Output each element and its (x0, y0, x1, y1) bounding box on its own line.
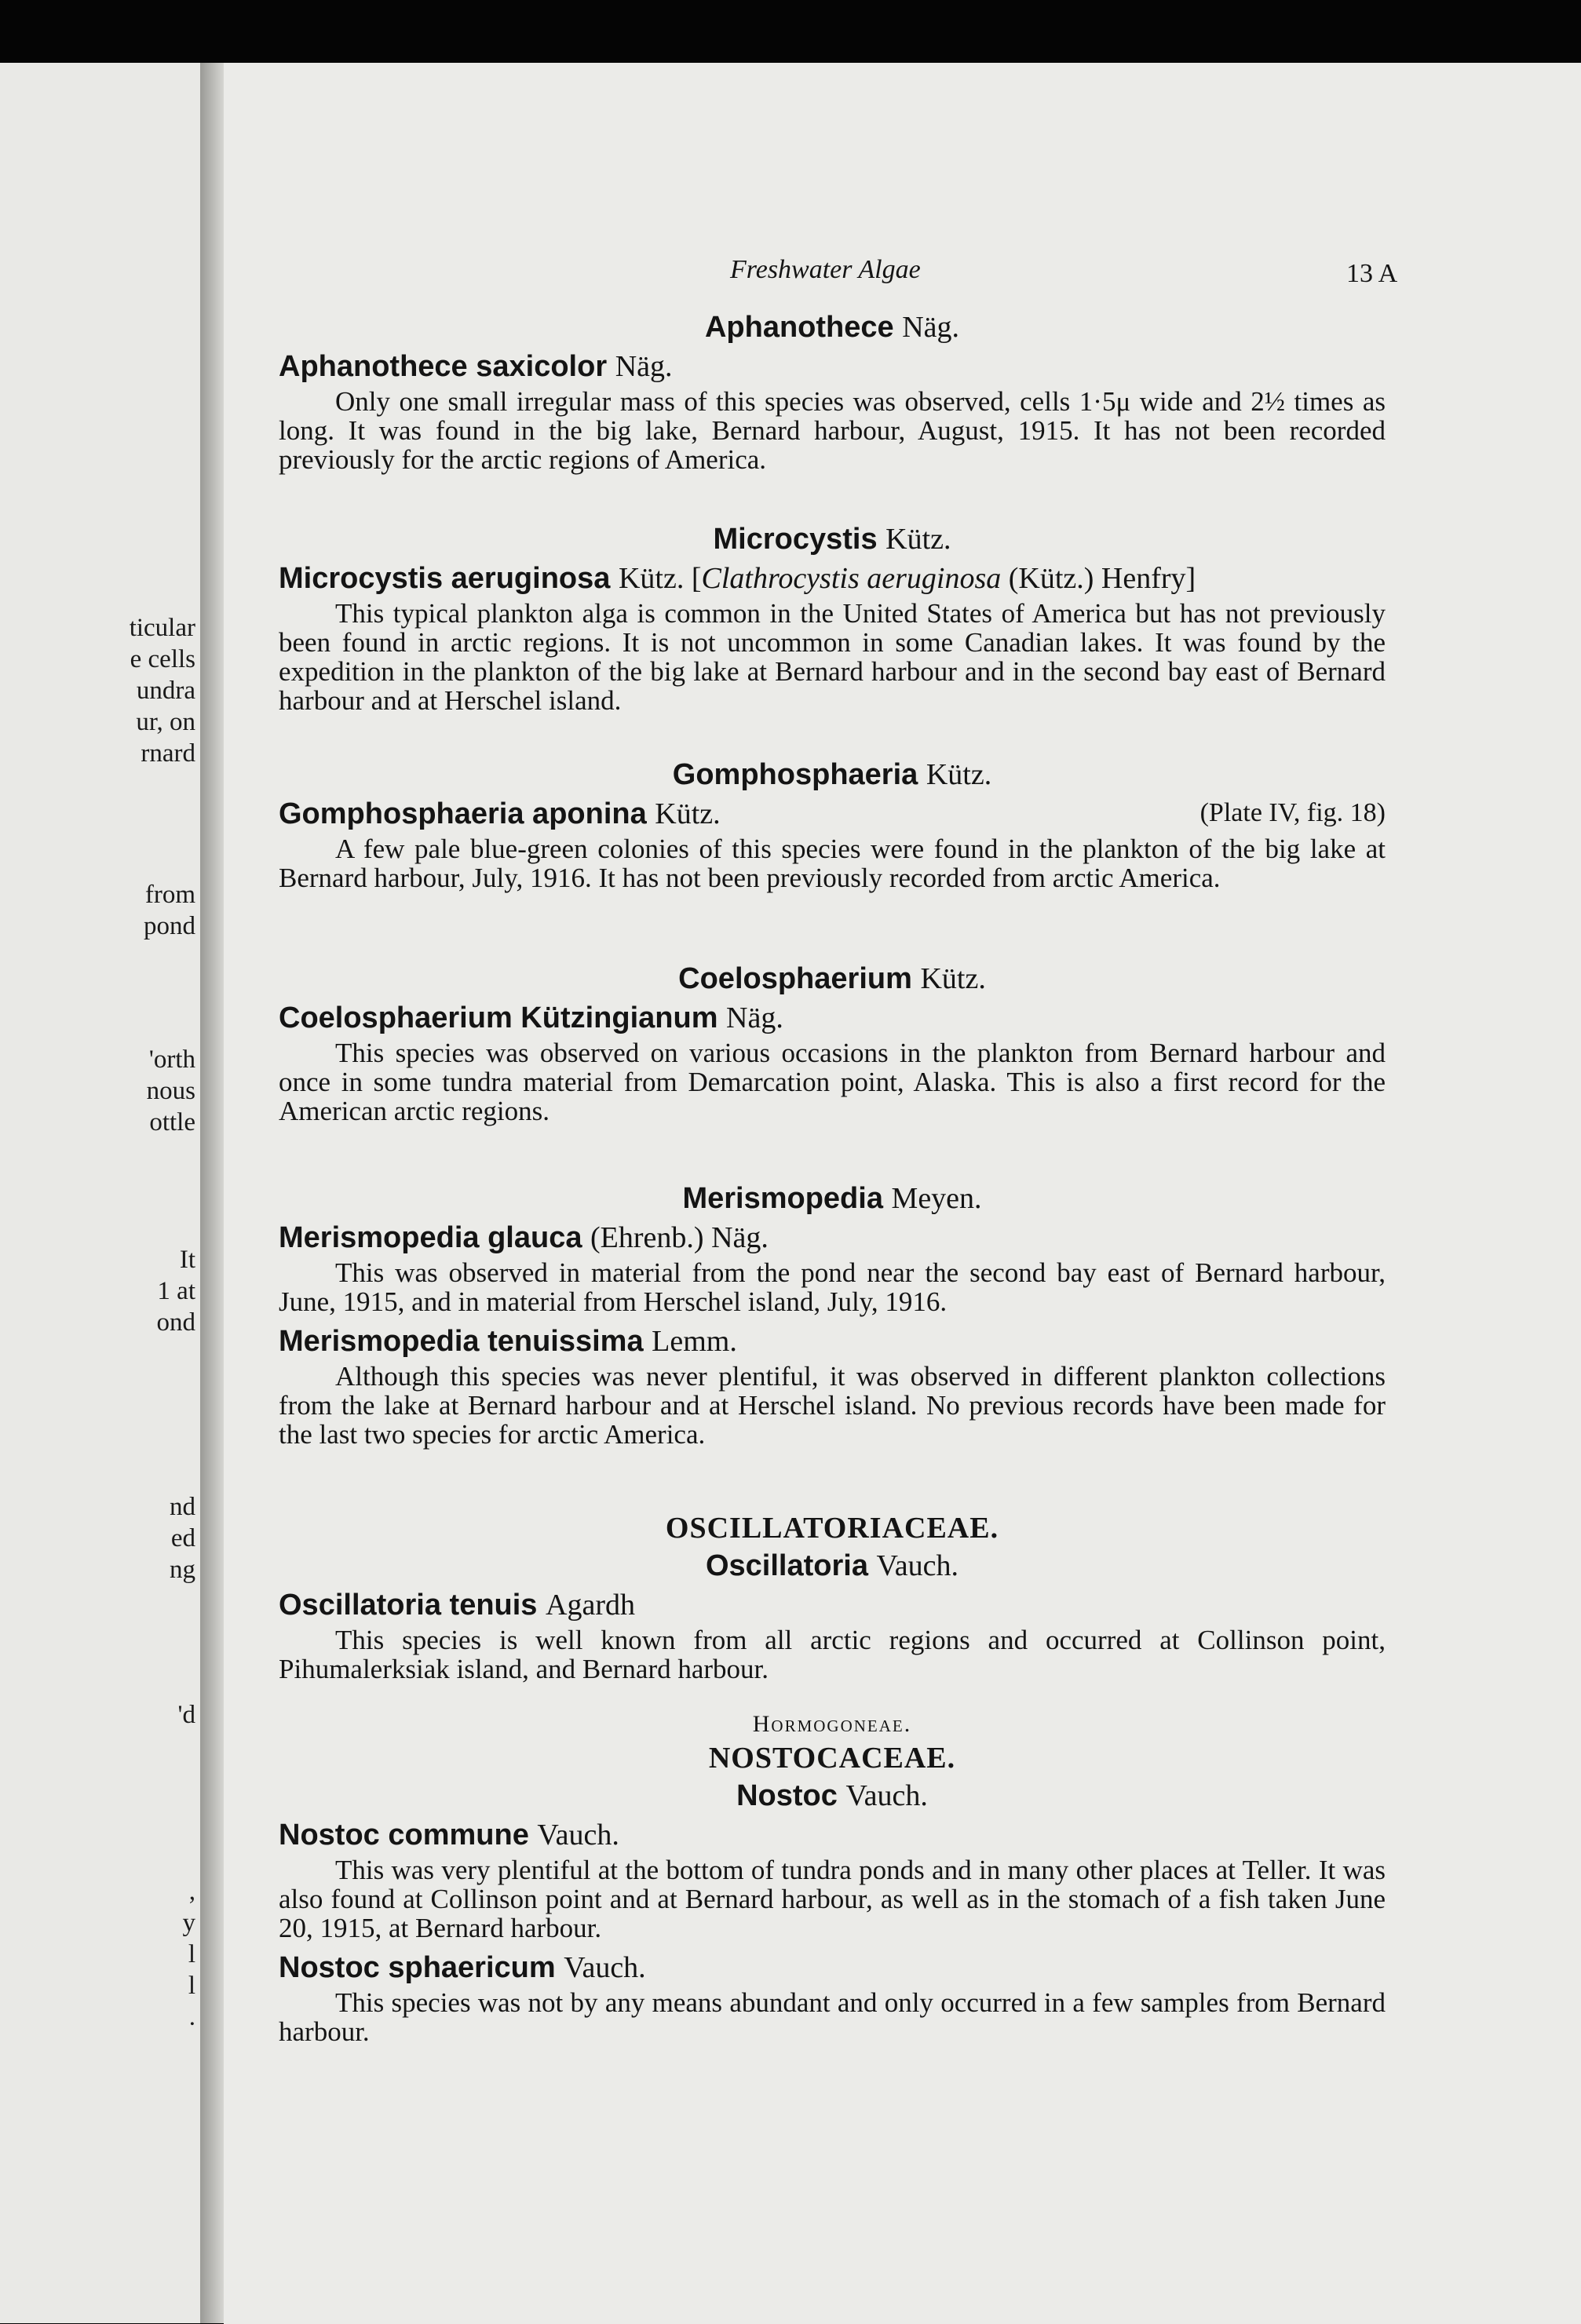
margin-fragment: pond (144, 912, 195, 940)
running-head: Freshwater Algae (730, 255, 921, 284)
margin-fragment: . (188, 2003, 195, 2031)
margin-fragment: l (188, 1940, 195, 1968)
plate-reference: (Plate IV, fig. 18) (1199, 798, 1386, 827)
family-heading: OSCILLATORIACEAE. (665, 1512, 999, 1545)
page-number: 13 A (1346, 259, 1398, 288)
species-heading: Merismopedia tenuissima Lemm. (279, 1325, 737, 1358)
species-description: Although this species was never plentiful, it was observed in different plankton collections from the lake at Bernard harbour and at Herschel island. No previous records have been made for the last two species for arctic America. (279, 1361, 1386, 1450)
margin-fragment: ond (156, 1308, 195, 1337)
genus-heading: Merismopedia Meyen. (682, 1182, 982, 1215)
genus-heading: Gomphosphaeria Kütz. (672, 758, 992, 791)
margin-fragment: 'orth (148, 1045, 195, 1074)
group-heading: Hormogoneae. (752, 1711, 912, 1737)
section-gomphosphaeria (279, 757, 1386, 900)
margin-fragment: ng (170, 1556, 195, 1584)
margin-fragment: undra (136, 677, 195, 705)
margin-fragment: from (144, 881, 195, 909)
species-heading: Oscillatoria tenuis Agardh (279, 1589, 635, 1622)
species-description: This species was not by any means abundant and only occurred in a few samples from Bernard harbour. (279, 1987, 1386, 2047)
facing-page (0, 63, 203, 2323)
margin-fragment: ed (170, 1524, 195, 1552)
margin-fragment: 1 at (157, 1277, 195, 1305)
section-merismopedia (279, 1181, 1386, 1457)
species-description: A few pale blue-green colonies of this species were found in the plankton of the big lake at Bernard harbour, July, 1916. It has not been previously recorded from arctic America. (279, 834, 1386, 893)
margin-fragment: e cells (130, 645, 195, 673)
section-microcystis (279, 522, 1386, 723)
species-heading: Merismopedia glauca (Ehrenb.) Näg. (279, 1221, 769, 1254)
species-description: Only one small irregular mass of this species was observed, cells 1·5μ wide and 2½ times as long. It was found in the big lake, Bernard harbour, August, 1915. It has not been recorded previously for the arctic regions of America. (279, 386, 1386, 475)
document-page (224, 63, 1581, 2324)
genus-heading: Microcystis Kütz. (713, 523, 951, 556)
margin-fragment: nous (146, 1077, 195, 1105)
margin-fragment: rnard (141, 739, 195, 768)
genus-heading: Oscillatoria Vauch. (705, 1549, 958, 1582)
margin-fragment: , (188, 1877, 195, 1906)
species-heading: Aphanothece saxicolor Näg. (279, 350, 673, 383)
section-aphanothece (279, 310, 1386, 482)
section-oscillatoriaceae (279, 1511, 1386, 1691)
margin-fragment: nd (170, 1493, 195, 1521)
margin-fragment: l (188, 1972, 195, 2000)
genus-heading: Aphanothece Näg. (704, 311, 960, 344)
book-gutter (200, 63, 224, 2323)
margin-fragment: ticular (129, 614, 195, 642)
species-description: This typical plankton alga is common in the United States of America but has not previously been found in arctic regions. It is not uncommon in some Canadian lakes. It was found by the expedition in the plankton of the big lake at Bernard harbour and in the second bay east of Bernard harbour and at Herschel island. (279, 598, 1386, 716)
species-description: This species was observed on various occasions in the plankton from Bernard harbour and once in some tundra material from Demarcation point, Alaska. This is also a first record for the American arctic regions. (279, 1038, 1386, 1126)
margin-fragment: It (179, 1246, 195, 1274)
species-heading: Gomphosphaeria aponina Kütz. (Plate IV, fig. 18) (279, 797, 1386, 830)
species-description: This was very plentiful at the bottom of tundra ponds and in many other places at Teller. It was also found at Collinson point and at Bernard harbour, as well as in the stomach of a fish taken June 20, 1915, at Bernard harbour. (279, 1855, 1386, 1943)
species-heading: Coelosphaerium Kützingianum Näg. (279, 1001, 783, 1034)
species-description: This was observed in material from the pond near the second bay east of Bernard harbour, June, 1915, and in material from Herschel island, July, 1916. (279, 1257, 1386, 1317)
genus-heading: Nostoc Vauch. (736, 1779, 928, 1812)
margin-fragment: ottle (149, 1108, 195, 1136)
species-heading: Nostoc commune Vauch. (279, 1819, 619, 1852)
species-heading: Nostoc sphaericum Vauch. (279, 1951, 646, 1984)
margin-fragment: ur, on (136, 708, 195, 736)
margin-fragment: 'd (177, 1701, 195, 1729)
margin-fragment: y (182, 1909, 195, 1937)
species-description: This species is well known from all arctic regions and occurred at Collinson point, Pihumalerksiak island, and Bernard harbour. (279, 1625, 1386, 1684)
family-heading: NOSTOCACEAE. (708, 1742, 956, 1775)
section-coelosphaerium (279, 961, 1386, 1133)
genus-heading: Coelosphaerium Kütz. (678, 962, 986, 995)
species-heading: Microcystis aeruginosa Kütz. [Clathrocystis aeruginosa (Kütz.) Henfry] (279, 562, 1196, 595)
section-nostocaceae (279, 1711, 1386, 2054)
